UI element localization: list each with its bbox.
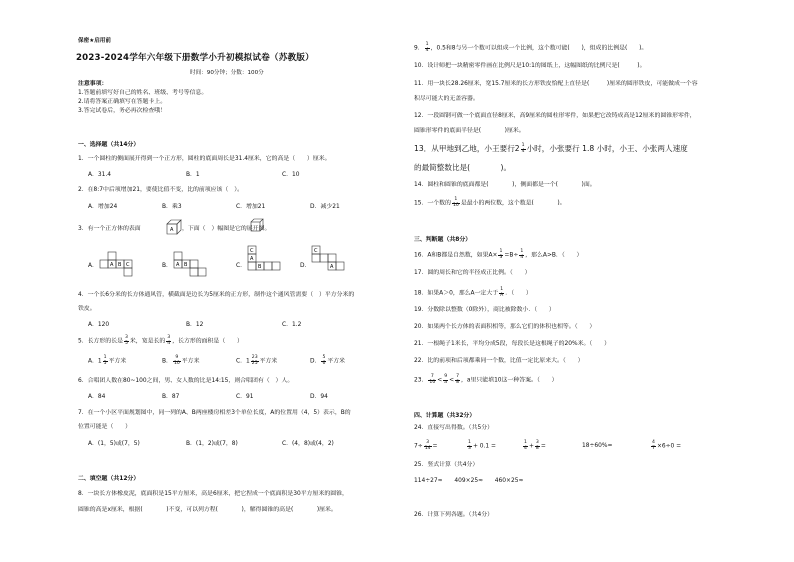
svg-text:C: C [314,248,318,254]
question-11-line1: 11．用一块长28.26厘米，宽15.7厘米的长方形铁皮恰配上直径是( )厘米的圆形铁皮，可能做成一个容 [414,81,698,87]
exam-subtitle: 时间：90分钟；分数：100分 [190,70,264,76]
option: A．120 [88,322,110,328]
option: D．94 [310,394,328,400]
question-12-line1: 12．一段圆钢可做一个底面直径8厘米，高9厘米的圆柱形零件，如果把它改铸成高是12厘米的圆锥形零件， [414,113,696,119]
option: B．(1，2)或(7，8) [186,441,238,447]
question-19: 19．分数除以整数（0除外），商比被除数小．（ ） [414,307,555,313]
option: B． [162,263,172,269]
question-9: 9． $\frac{1}{4}$ ，0.5和8与另一个数可以组成一个比例，这个数可能( )，组成的比例是( )。 [414,42,648,53]
calc-row: 114÷27≈ 409×25≈ 460×25≈ [414,478,524,484]
question-13-line2: 的最简整数比是( )。 [414,163,512,172]
option: B．1 [186,172,200,178]
left-column [78,0,394,562]
question-12-line2: 圆锥形零件的底面半径是( )厘米。 [414,128,525,134]
question-11-line2: 积尽可能大的无盖容器。 [414,96,479,102]
calc-row: 18÷60%= [582,443,613,449]
notes-heading: 注意事项： [78,81,108,87]
option: C．1.2 [282,322,302,328]
confidential-mark: 保密★启用前 [78,38,111,44]
option: C． [236,263,247,269]
svg-text:A: A [176,262,180,268]
option: C．1 $\frac{23}{25}$ 平方米 [236,355,278,366]
option: A．(1，5)或(7，5) [88,441,140,447]
calc-row: 7÷ $\frac{3}{14}$ = [414,440,438,451]
question-16: 16．A和B都是自然数，如果A× $\frac{1}{3}$ =B÷ $\frac{1}{4}$ ，那么A>B．（ ） [414,249,583,260]
question-8-line1: 8．一块长方体橡皮泥，底面积是15平方厘米，高是6厘米，把它捏成一个底面积是30平方厘米的圆锥， [78,491,348,497]
section-heading: 二、填空题（共12分） [78,476,140,482]
net-figure-c [246,244,286,280]
question-22: 22．比的前项和后项都乘同一个数，比值一定比原来大。（ ） [414,358,584,364]
question-20: 20．如果两个长方体的表面积相等，那么它们的体积也相等。（ ） [414,324,596,330]
option: A．31.4 [88,172,112,178]
page-title: 2023-2024学年六年级下册数学小升初模拟试卷（苏教版） [76,53,314,63]
svg-text:B: B [258,264,262,270]
question-7-line2: 位置可能是（ ） [78,424,132,430]
question-2: 2．在8:7中后项增加21，要使比值不变，比的前项应该（ ）。 [78,187,244,193]
option: C．增加21 [236,204,266,210]
option: B．乘3 [162,204,182,210]
question-17: 17．圆的周长和它的半径成正比例。（ ） [414,270,531,276]
fraction: $\frac{3}{5}$ [124,335,128,346]
option: B． $\frac{9}{10}$ 平方米 [162,355,200,366]
question-4-line1: 4．一个长6分米的长方体通风管，横截面是边长为5厘米的正方形，制作这个通风管需要（ ）平方分米的 [78,292,355,298]
option: A．1 $\frac{1}{5}$ 平方米 [88,355,127,366]
option: C．91 [236,394,254,400]
question-3-stem-b: ，下面（ ）幅图是它的展开图。 [182,226,271,232]
calc-row: $\frac{4}{7}$ ×6÷0 = [652,440,682,451]
question-8-line2: 圆锥的高是x厘米，根据( )不变，可以列方程( )，解得圆锥的高是( )厘米。 [78,507,337,513]
cube-figure [166,219,182,235]
question-7-line1: 7．在一个小区平面规划图中，同一列的A、B两座楼房相差3个单位长度，A的位置用（4，5）表示，B的 [78,410,351,416]
question-3-stem-a: 3．有一个正方体的表面 [78,226,141,232]
svg-text:A: A [330,264,334,270]
option: C．10 [282,172,300,178]
section-heading: 一、选择题（共14分） [78,142,140,148]
option: A．增加24 [88,204,118,210]
question-13-line1: 13．从甲地到乙地，小王要行2 $\frac{1}{4}$ 小时，小张要行 1.8 小时，小王、小张两人速度 [414,143,688,154]
option: A． [88,263,98,269]
option: D．减少21 [310,204,340,210]
svg-text:A: A [110,262,114,268]
svg-text:A: A [250,256,254,262]
net-figure-a [98,250,142,280]
question-4-line2: 铁皮。 [78,306,96,312]
question-5-text: 米，宽是长的 [129,338,166,345]
question-15: 15．一个数的 $\frac{1}{10}$ 是最小的两位数，这个数是( )。 [414,197,566,208]
option: D． [300,263,311,269]
question-10: 10．设计师把一块精密零件画在比例尺是10:1的图纸上，这幅图纸的比例尺是( )。 [414,63,646,69]
calc-row: $\frac{1}{4}$ + $\frac{3}{8}$ = [524,440,546,451]
question-14: 14．圆柱和圆锥的底面都是( )，侧面都是一个( )面。 [414,182,596,188]
svg-text:C: C [250,248,254,254]
net-figure-b [172,250,212,280]
question-18: 18．如果A＞0，那么A一定大于 $\frac{1}{A}$ ．（ ） [414,287,532,298]
question-5-text: 5．长方形的长是 [78,338,123,345]
section-heading: 三、判断题（共8分） [414,237,472,243]
svg-text:B: B [118,262,122,268]
section-heading: 四、计算题（共32分） [414,413,476,419]
option: D． $\frac{5}{6}$ 平方米 [310,355,346,366]
net-figure-d [310,244,350,280]
option: B．87 [162,394,180,400]
option: C．(4，8)或(4，2) [282,441,334,447]
question-23: 23． $\frac{7}{10}$ < $\frac{9}{a}$ < $\frac{7}{8}$ ，a里只能填10这一种答案。（ ） [414,374,558,385]
note-item: 3.答完试卷后，务必再次检查哦！ [78,108,167,114]
question-21: 21．一根绳子1米长，平均分成5段，每段长是这根绳子的20%米。（ ） [414,341,610,347]
option: B．12 [186,322,204,328]
note-item: 2.请将答案正确填写在答题卡上。 [78,99,167,105]
svg-text:B: B [184,262,188,268]
note-item: 1.答题前填写好自己的姓名、班级、考号等信息。 [78,90,208,96]
svg-text:C: C [126,262,130,268]
question-1: 1．一个圆柱的侧面展开得到一个正方形，圆柱的底面周长是31.4厘米，它的高是（ ）厘米。 [78,156,331,162]
question-6: 6．合唱团人数在80~100之间，男、女人数的比是14:15，则合唱团有（ ）人。 [78,378,294,384]
cube-figure [250,218,264,232]
question-25: 25．竖式计算（共4分） [414,462,479,468]
calc-row: $\frac{1}{3}$ + 0.1 = [468,440,496,451]
right-column [414,0,730,562]
question-24: 24．直接写出得数。（共5分） [414,425,493,431]
question-5-text: ，长方形的面积是（ ） [172,338,243,345]
question-5 [78,336,243,346]
question-26: 26．计算下列各题。（共4分） [414,512,493,518]
cube-letter: A [170,227,174,233]
fraction: $\frac{3}{4}$ [167,335,171,346]
option: A．84 [88,394,106,400]
